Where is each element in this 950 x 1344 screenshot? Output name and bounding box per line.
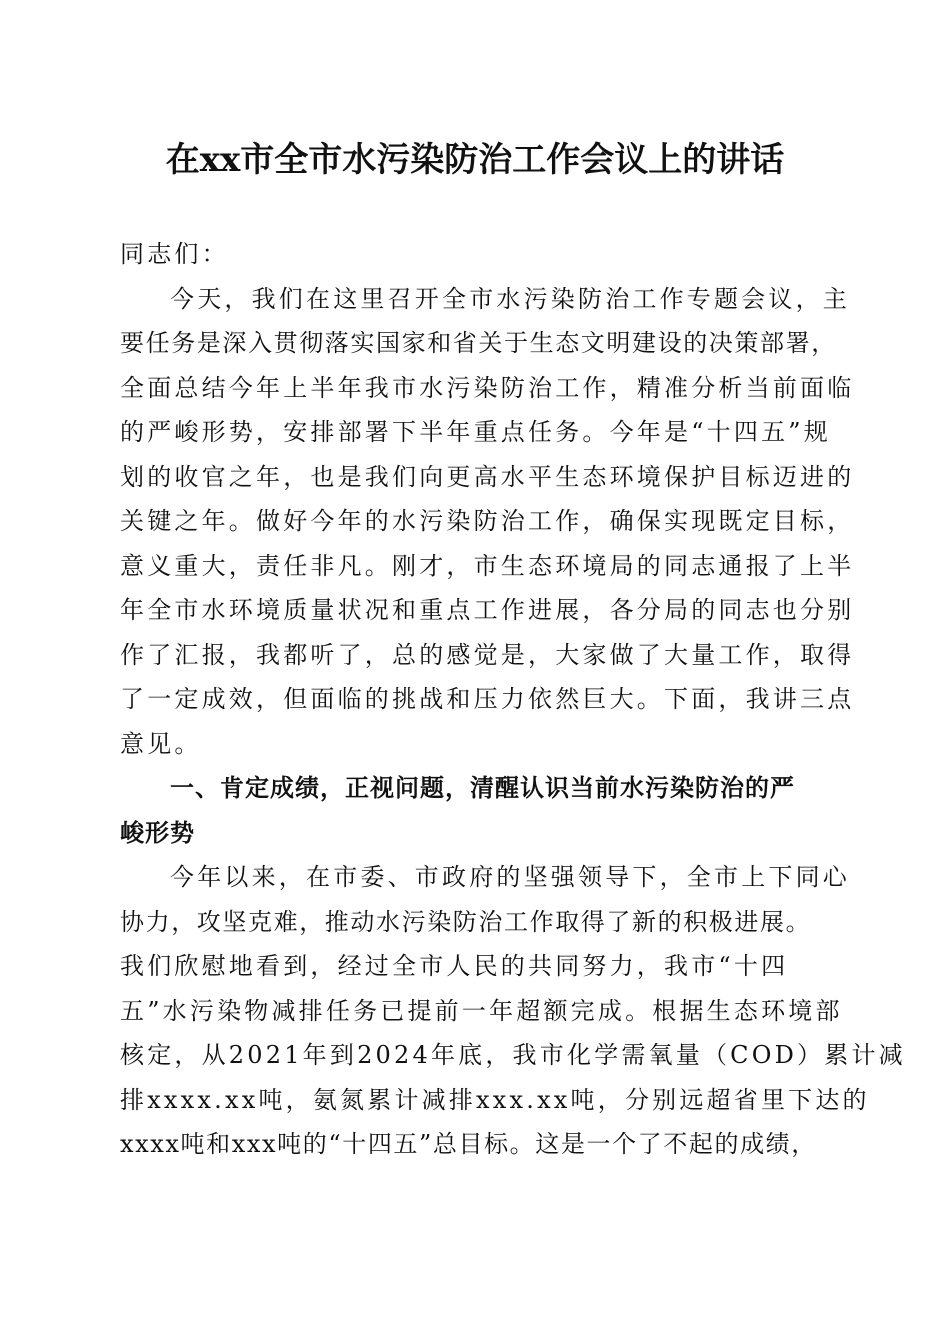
paragraph-line: 意见。 — [120, 729, 202, 758]
paragraph-line: 要任务是深入贯彻落实国家和省关于生态文明建设的决策部署， — [120, 329, 837, 357]
document-body — [120, 232, 906, 1167]
paragraph-line: 协力，攻坚克难，推动水污染防治工作取得了新的积极进展。 — [120, 907, 812, 936]
paragraph-line: xxxx吨和xxx吨的“十四五”总目标。这是一个了不起的成绩， — [120, 1130, 817, 1158]
paragraph-line: 的严峻形势，安排部署下半年重点任务。今年是“十四五”规 — [120, 418, 831, 446]
paragraph-line: 关键之年。做好今年的水污染防治工作，确保实现既定目标， — [120, 507, 855, 535]
paragraph-line: 今年以来，在市委、市政府的坚强领导下，全市上下同心 — [170, 863, 850, 891]
paragraph-line: 我们欣慰地看到，经过全市人民的共同努力，我市“十四 — [120, 952, 789, 980]
paragraph-line: 了一定成效，但面临的挑战和压力依然巨大。下面，我讲三点 — [120, 685, 855, 713]
section-heading: 一、肯定成绩，正视问题，清醒认识当前水污染防治的严 — [170, 774, 795, 802]
paragraph-line: 划的收官之年，也是我们向更高水平生态环境保护目标迈进的 — [120, 462, 855, 491]
paragraph-line: 全面总结今年上半年我市水污染防治工作，精准分析当前面临 — [120, 373, 855, 402]
paragraph-line: 排xxxx.xx吨，氨氮累计减排xxx.xx吨，分别远超省里下达的 — [120, 1085, 870, 1114]
paragraph-line: 五”水污染物减排任务已提前一年超额完成。根据生态环境部 — [120, 996, 843, 1025]
paragraph-line: 今天，我们在这里召开全市水污染防治工作专题会议，主 — [170, 284, 850, 313]
section-heading: 峻形势 — [120, 818, 195, 847]
paragraph-line: 意义重大，责任非凡。刚才，市生态环境局的同志通报了上半 — [120, 551, 855, 580]
paragraph-line: 作了汇报，我都听了，总的感觉是，大家做了大量工作，取得 — [120, 640, 855, 669]
document-title: 在xx市全市水污染防治工作会议上的讲话 — [165, 140, 785, 180]
paragraph-line: 年全市水环境质量状况和重点工作进展，各分局的同志也分别 — [120, 596, 855, 624]
paragraph-line: 核定，从2021年到2024年底，我市化学需氧量（COD）累计减 — [120, 1041, 906, 1069]
greeting: 同志们： — [120, 240, 229, 268]
